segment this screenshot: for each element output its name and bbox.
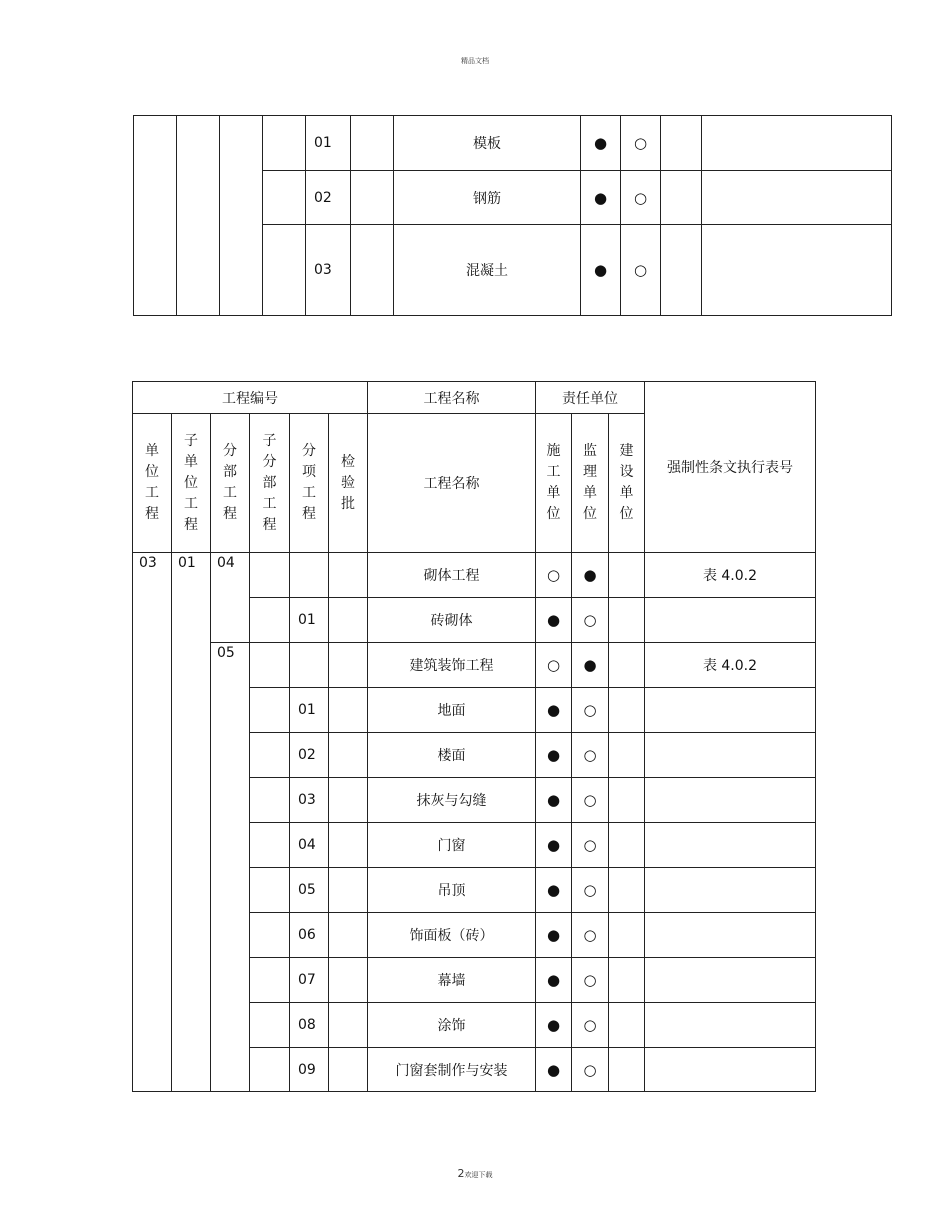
filled-circle-icon: ● (572, 643, 609, 688)
empty-cell (609, 553, 645, 598)
empty-cell (329, 823, 368, 868)
item-code: 01 (290, 598, 329, 643)
filled-circle-icon: ● (536, 868, 572, 913)
filled-circle-icon: ● (536, 958, 572, 1003)
header-char: 程 (145, 506, 159, 522)
hollow-circle-icon: ○ (572, 913, 609, 958)
empty-cell (329, 553, 368, 598)
empty-cell (702, 171, 892, 225)
header-row (133, 382, 816, 414)
empty-cell (329, 643, 368, 688)
header-owner-unit (609, 414, 645, 553)
header-char: 分 (302, 443, 316, 459)
division-code: 05 (211, 643, 250, 1092)
hollow-circle-icon: ○ (572, 688, 609, 733)
header-char: 子 (184, 432, 198, 449)
empty-cell (329, 598, 368, 643)
mandatory-table-number (645, 1048, 816, 1092)
mandatory-table-number (645, 733, 816, 778)
header-char: 工 (262, 495, 277, 512)
hollow-circle-icon: ○ (572, 733, 609, 778)
project-name: 吊顶 (368, 868, 536, 913)
empty-cell (609, 1003, 645, 1048)
filled-circle-icon: ● (581, 116, 621, 171)
hollow-circle-icon: ○ (536, 553, 572, 598)
item-code (290, 643, 329, 688)
hollow-circle-icon: ○ (572, 598, 609, 643)
item-code: 01 (290, 688, 329, 733)
project-name: 幕墙 (368, 958, 536, 1003)
empty-cell (250, 688, 290, 733)
mandatory-table-number: 表 4.0.2 (645, 553, 816, 598)
empty-cell (609, 958, 645, 1003)
project-name: 门窗套制作与安装 (368, 1048, 536, 1092)
hollow-circle-icon: ○ (572, 868, 609, 913)
header-char: 位 (583, 506, 597, 522)
item-code (290, 553, 329, 598)
empty-cell (134, 116, 177, 316)
empty-cell (329, 868, 368, 913)
item-code: 05 (290, 868, 329, 913)
empty-cell (609, 733, 645, 778)
page-header: 精品文档 (461, 57, 489, 65)
header-sub-unit-project (172, 414, 211, 553)
hollow-circle-icon: ○ (621, 225, 661, 316)
header-char: 程 (262, 516, 277, 533)
filled-circle-icon: ● (536, 1003, 572, 1048)
hollow-circle-icon: ○ (572, 958, 609, 1003)
empty-cell (250, 553, 290, 598)
mandatory-table-number (645, 1003, 816, 1048)
mandatory-table-number (645, 868, 816, 913)
filled-circle-icon: ● (536, 733, 572, 778)
empty-cell (250, 1003, 290, 1048)
mandatory-table-number (645, 598, 816, 643)
project-code-table (132, 381, 816, 1092)
filled-circle-icon: ● (536, 823, 572, 868)
header-char: 分 (223, 443, 237, 459)
filled-circle-icon: ● (536, 913, 572, 958)
header-char: 单 (145, 443, 159, 459)
empty-cell (329, 913, 368, 958)
header-responsible-unit: 责任单位 (536, 382, 645, 414)
header-mandatory-table: 强制性条文执行表号 (645, 382, 816, 553)
empty-cell (263, 171, 306, 225)
item-code: 04 (290, 823, 329, 868)
header-char: 部 (262, 474, 277, 491)
table-body (133, 553, 816, 1092)
empty-cell (263, 116, 306, 171)
header-supervision-unit (572, 414, 609, 553)
header-char: 分 (262, 453, 277, 470)
header-item-project (290, 414, 329, 553)
header-char: 检 (341, 453, 355, 470)
mandatory-table-number (645, 688, 816, 733)
header-char: 理 (583, 464, 597, 480)
header-char: 程 (184, 516, 198, 533)
header-project-code: 工程编号 (133, 382, 368, 414)
header-char: 子 (262, 432, 277, 449)
header-char: 单 (583, 485, 597, 501)
project-name: 抹灰与勾缝 (368, 778, 536, 823)
header-char: 位 (619, 506, 634, 522)
header-name-sub: 工程名称 (368, 414, 536, 553)
page-footer (0, 1167, 950, 1180)
mandatory-table-number: 表 4.0.2 (645, 643, 816, 688)
item-code: 09 (290, 1048, 329, 1092)
sub-unit-code: 01 (172, 553, 211, 1092)
mandatory-table-number (645, 778, 816, 823)
header-char: 批 (341, 495, 355, 512)
mandatory-table-number (645, 823, 816, 868)
header-char: 项 (302, 464, 316, 480)
empty-cell (250, 778, 290, 823)
empty-cell (250, 823, 290, 868)
item-code: 08 (290, 1003, 329, 1048)
header-char: 验 (341, 474, 355, 491)
hollow-circle-icon: ○ (572, 1003, 609, 1048)
empty-cell (329, 688, 368, 733)
empty-cell (661, 225, 702, 316)
hollow-circle-icon: ○ (621, 116, 661, 171)
filled-circle-icon: ● (581, 225, 621, 316)
mandatory-table-number (645, 958, 816, 1003)
item-code: 06 (290, 913, 329, 958)
hollow-circle-icon: ○ (572, 823, 609, 868)
header-char: 程 (223, 506, 237, 522)
filled-circle-icon: ● (536, 778, 572, 823)
empty-cell (351, 116, 394, 171)
hollow-circle-icon: ○ (536, 643, 572, 688)
filled-circle-icon: ● (581, 171, 621, 225)
header-char: 工 (184, 495, 198, 512)
empty-cell (351, 171, 394, 225)
hollow-circle-icon: ○ (572, 1048, 609, 1092)
project-name: 楼面 (368, 733, 536, 778)
header-char: 部 (223, 464, 237, 480)
item-code: 03 (306, 225, 351, 316)
header-char: 位 (184, 474, 198, 491)
header-char: 位 (145, 464, 159, 480)
project-name: 模板 (394, 116, 581, 171)
empty-cell (702, 116, 892, 171)
item-code: 02 (290, 733, 329, 778)
header-construction-unit (536, 414, 572, 553)
filled-circle-icon: ● (536, 688, 572, 733)
empty-cell (609, 688, 645, 733)
header-char: 工 (302, 485, 316, 501)
empty-cell (609, 823, 645, 868)
header-char: 程 (302, 506, 316, 522)
project-name: 地面 (368, 688, 536, 733)
project-name: 砖砌体 (368, 598, 536, 643)
empty-cell (329, 1048, 368, 1092)
empty-cell (250, 643, 290, 688)
page-number: 2 (457, 1167, 465, 1180)
item-code: 03 (290, 778, 329, 823)
filled-circle-icon: ● (536, 1048, 572, 1092)
item-code: 01 (306, 116, 351, 171)
project-name: 建筑装饰工程 (368, 643, 536, 688)
empty-cell (609, 913, 645, 958)
header-inspection-lot (329, 414, 368, 553)
header-char: 工 (145, 485, 159, 501)
header-char: 位 (546, 506, 561, 522)
project-name: 涂饰 (368, 1003, 536, 1048)
empty-cell (609, 643, 645, 688)
empty-cell (351, 225, 394, 316)
header-char: 工 (223, 485, 237, 501)
header-char: 施 (546, 443, 561, 459)
empty-cell (329, 778, 368, 823)
empty-cell (329, 958, 368, 1003)
empty-cell (250, 598, 290, 643)
header-unit-project (133, 414, 172, 553)
empty-cell (609, 598, 645, 643)
hollow-circle-icon: ○ (621, 171, 661, 225)
empty-cell (250, 913, 290, 958)
header-sub-division-project (250, 414, 290, 553)
mandatory-table-number (645, 913, 816, 958)
empty-cell (250, 958, 290, 1003)
table-row (133, 553, 816, 598)
header-char: 建 (619, 443, 634, 459)
division-code: 04 (211, 553, 250, 643)
unit-code: 03 (133, 553, 172, 1092)
empty-cell (661, 171, 702, 225)
project-name: 门窗 (368, 823, 536, 868)
empty-cell (263, 225, 306, 316)
header-char: 设 (619, 464, 634, 480)
continuation-table (133, 115, 892, 316)
item-code: 02 (306, 171, 351, 225)
empty-cell (250, 733, 290, 778)
header-project-name: 工程名称 (368, 382, 536, 414)
empty-cell (329, 733, 368, 778)
empty-cell (609, 778, 645, 823)
filled-circle-icon: ● (536, 598, 572, 643)
footer-text: 欢迎下载 (464, 1171, 493, 1179)
header-division-project (211, 414, 250, 553)
item-code: 07 (290, 958, 329, 1003)
empty-cell (177, 116, 220, 316)
table-row (133, 643, 816, 688)
filled-circle-icon: ● (572, 553, 609, 598)
project-name: 砌体工程 (368, 553, 536, 598)
empty-cell (609, 1048, 645, 1092)
header-char: 单 (619, 485, 634, 501)
header-char: 工 (546, 464, 561, 480)
header-char: 单 (546, 485, 561, 501)
project-name: 混凝土 (394, 225, 581, 316)
empty-cell (702, 225, 892, 316)
empty-cell (609, 868, 645, 913)
header-char: 监 (583, 443, 597, 459)
empty-cell (250, 868, 290, 913)
project-name: 钢筋 (394, 171, 581, 225)
empty-cell (250, 1048, 290, 1092)
empty-cell (220, 116, 263, 316)
empty-cell (661, 116, 702, 171)
table-row (134, 116, 892, 171)
empty-cell (329, 1003, 368, 1048)
header-char: 单 (184, 453, 198, 470)
project-name: 饰面板（砖） (368, 913, 536, 958)
hollow-circle-icon: ○ (572, 778, 609, 823)
